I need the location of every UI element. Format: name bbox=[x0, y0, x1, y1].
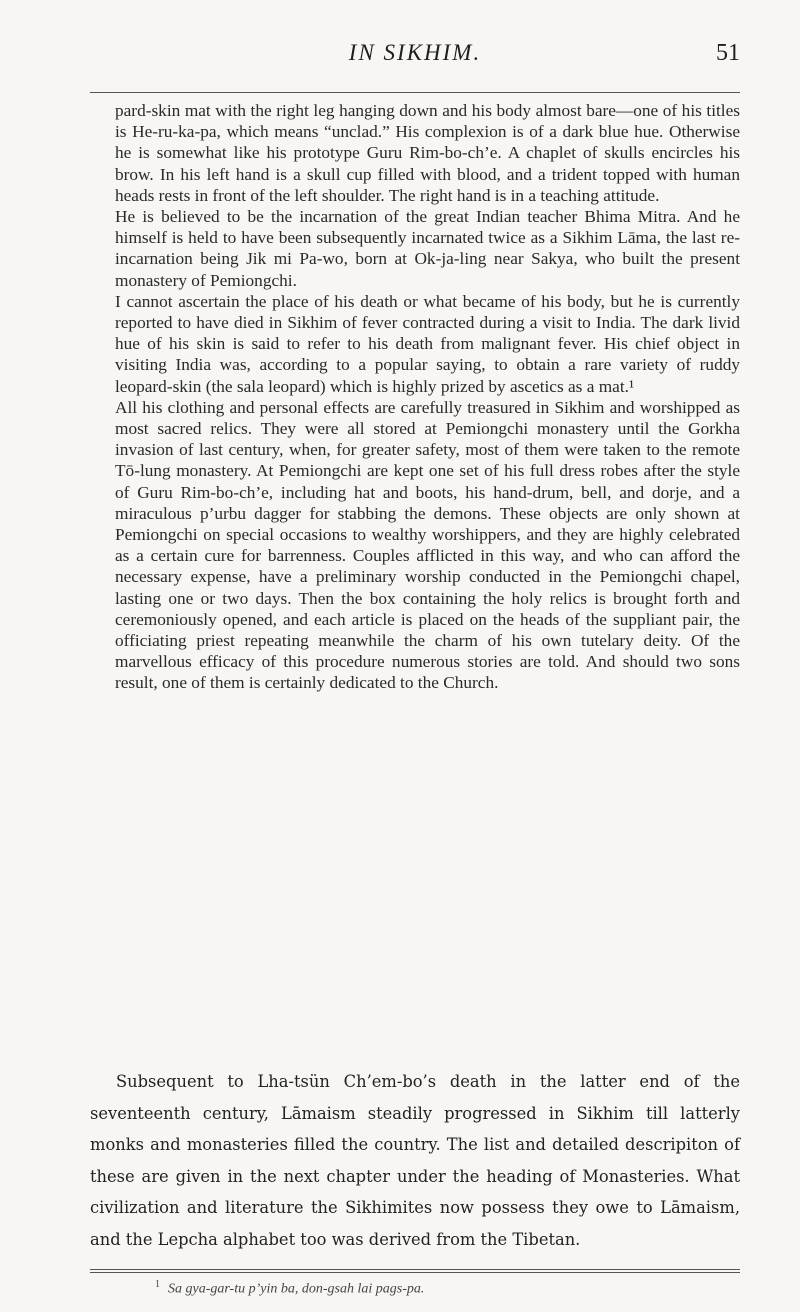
page-number: 51 bbox=[716, 40, 740, 66]
quoted-paragraph: All his clothing and personal effects are carefully treasured in Sikhim and worshipped as most sacred relics. They were all stored at Pemiongchi monastery until the Gorkha invasion of last century, when, for greater safety, most of them were taken to the remote Tō-lung monastery. At Pemiongchi are kept one set of his full dress robes after the style of Guru Rim-bo-ch’e, including hat and boots, his hand-drum, bell, and dorje, and a miraculous p’urbu dagger for stabbing the demons. These objects are only shown at Pemiongchi on special occasions to wealthy worshippers, and they are highly celebrated as a certain cure for barrenness. Couples afflicted in this way, and who can afford the necessary expense, have a preliminary worship conducted in the Pemiongchi chapel, lasting one or two days. Then the box containing the holy relics is brought forth and ceremoniously opened, and each article is placed on the heads of the suppliant pair, the officiating priest repeating meanwhile the charm of his own tutelary deity. Of the marvellous efficacy of this procedure numerous stories are told. And should two sons result, one of them is certainly dedicated to the Church. bbox=[115, 397, 740, 693]
footnote-text: Sa gya-gar-tu p’yin ba, don-gsah lai pags-pa. bbox=[168, 1281, 425, 1297]
quoted-paragraph: I cannot ascertain the place of his death or what became of his body, but he is currently reported to have died in Sikhim of fever contracted during a visit to India. The dark livid hue of his skin is said to refer to his death from malignant fever. His chief object in visiting India was, according to a popular saying, to obtain a rare variety of ruddy leopard-skin (the sala leopard) which is highly prized by ascetics as a mat.¹ bbox=[115, 291, 740, 396]
quoted-paragraph: pard-skin mat with the right leg hanging down and his body almost bare—one of his titles is He-ru-ka-pa, which means “unclad.” His complexion is of a dark blue hue. Otherwise he is somewhat like his prototype Guru Rim-bo-ch’e. A chaplet of skulls encircles his brow. In his left hand is a skull cup filled with blood, and a trident topped with human heads rests in front of the left shoulder. The right hand is in a teaching attitude. bbox=[115, 101, 740, 205]
running-title: IN SIKHIM. bbox=[348, 40, 482, 65]
header-rule bbox=[90, 92, 740, 93]
footnote-marker: 1 bbox=[155, 1279, 160, 1290]
page-header bbox=[90, 40, 740, 80]
quoted-paragraph: He is believed to be the incarnation of the great Indian teacher Bhima Mitra. And he himself is held to have been subsequently incarnated twice as a Sikhim Lāma, the last re-incarnation being Jik mi Pa-wo, born at Ok-ja-ling near Sakya, who built the present monastery of Pemiongchi. bbox=[115, 207, 740, 290]
quoted-block bbox=[115, 100, 740, 694]
footnote-rule-double bbox=[90, 1272, 740, 1273]
footnote bbox=[155, 1279, 424, 1298]
body-text bbox=[90, 1066, 740, 1255]
body-paragraph: Subsequent to Lha-tsün Ch’em-bo’s death in the latter end of the seventeenth century, Lāmaism steadily progressed in Sikhim till latterly monks and monasteries filled the country. The list and detailed descripiton of these are given in the next chapter under the heading of Monasteries. What civilization and literature the Sikhimites now possess they owe to Lāmaism, and the Lepcha alphabet too was derived from the Tibetan. bbox=[90, 1072, 740, 1249]
footnote-rule bbox=[90, 1269, 740, 1270]
